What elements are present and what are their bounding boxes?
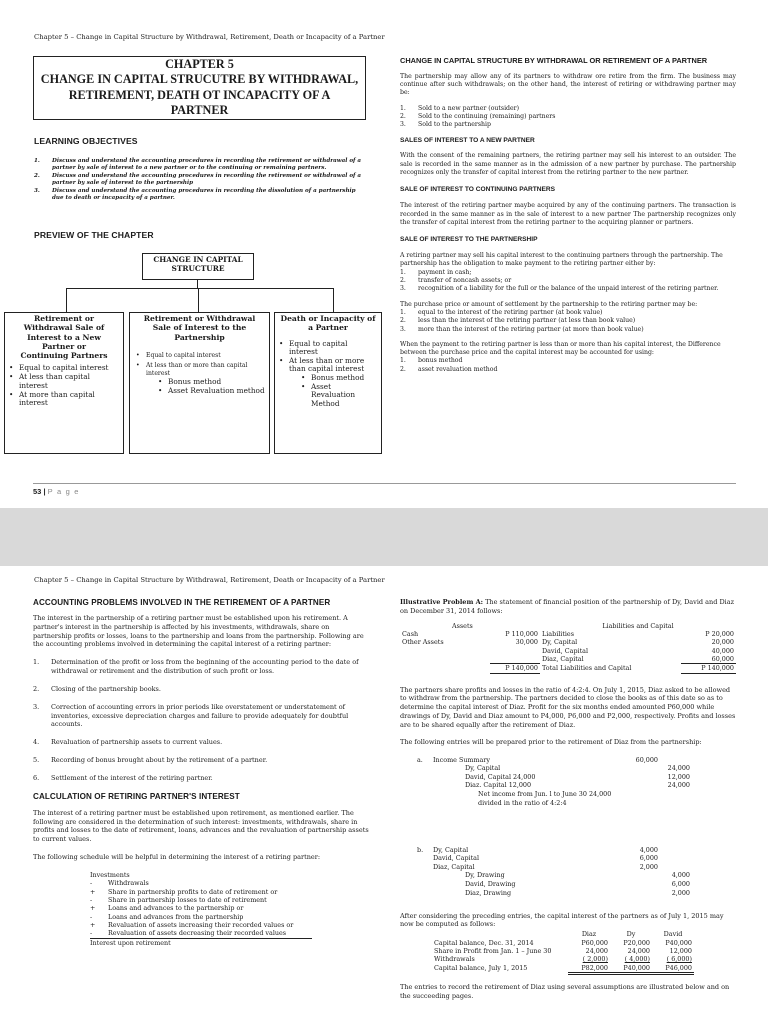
- left-column: [33, 598, 369, 947]
- list-item: 2. Sold to the continuing (remaining) partners: [400, 112, 556, 120]
- paragraph: The partnership may allow any of its partners to withdraw ore retire from the firm. The business may continue after such withdrawals; on the other hand, the interest of retiring or withdrawing partner may be:: [400, 72, 736, 97]
- chapter-title-line: CHAPTER 5: [165, 57, 234, 71]
- diagram-sublist: [289, 374, 377, 408]
- entry-credit: 6,000: [671, 879, 690, 888]
- connector-line: [197, 280, 198, 288]
- entry-account: David, Drawing: [465, 879, 516, 888]
- financial-position-table: [400, 622, 736, 674]
- list-item: 2. Closing of the partnership books.: [33, 684, 161, 693]
- list-item: 1. Discuss and understand the accounting procedures in recording the retirement or withdrawal of a partner by sale of interest to a new partner or to the continuing or remaining partners.: [34, 158, 362, 172]
- entry-credit: 24,000: [667, 764, 690, 773]
- entry-account: Dy, Capital: [433, 845, 469, 854]
- section-heading: CHANGE IN CAPITAL STRUCTURE BY WITHDRAWAL OR RETIREMENT OF A PARTNER: [400, 56, 708, 65]
- table-row: Other Assets 30,000 Dy, Capital 20,000: [402, 638, 734, 647]
- price-options-list: [400, 309, 736, 334]
- schedule-row: + Revaluation of assets increasing their recorded values or: [90, 920, 294, 929]
- difference-methods-list: [400, 357, 736, 374]
- table-row: Diaz Dy David: [581, 930, 683, 939]
- diagram-box-title: Retirement or Withdrawal Sale of Interest to the Partnership: [143, 314, 256, 342]
- page-54: [0, 566, 768, 1024]
- entry-account: David, Capital 24,000: [465, 772, 536, 781]
- table-row: Assets Liabilities and Capital: [452, 621, 674, 630]
- list-item: 5. Recording of bonus brought about by the retirement of a partner.: [33, 756, 268, 765]
- table-row: Diaz, Capital 60,000: [542, 654, 734, 664]
- list-item: • Asset Revaluation method: [158, 387, 265, 395]
- list-item: 3. more than the interest of the retiring partner (at more than book value): [400, 325, 644, 333]
- section-heading: SALE OF INTEREST TO CONTINUING PARTNERS: [400, 186, 556, 194]
- list-item: 2. transfer of noncash assets; or: [400, 277, 512, 285]
- payment-methods-list: [400, 269, 736, 294]
- diagram-sublist: [146, 378, 265, 395]
- entry-credit: 2,000: [671, 888, 690, 897]
- table-row: Capital balance, July 1, 2015 P82,000 P40,000 P46,000: [434, 963, 692, 973]
- entry-account: Dy, Drawing: [465, 871, 505, 880]
- table-row: P 140,000 Total Liabilities and Capital P 140,000: [400, 664, 736, 673]
- page-53: [0, 0, 768, 508]
- list-item: 1. bonus method: [400, 357, 463, 365]
- entry-debit: 6,000: [639, 854, 658, 863]
- schedule-row: - Revaluation of assets decreasing their recorded values: [90, 929, 312, 938]
- table-row: Withdrawals ( 2,000) ( 4,000) ( 6,000): [434, 955, 692, 964]
- list-item: • At less than or more than capital interest • Bonus method • Asset Revaluation method: [136, 362, 265, 395]
- schedule-row: - Withdrawals: [90, 879, 149, 888]
- paragraph: With the consent of the remaining partners, the retiring partner may sell his interest to an outsider. The sale is recorded in the same manner as in the admission of a new partner by purchase. The partnership recognizes only the transfer of capital interest from the retiring partner to the new partner.: [400, 152, 736, 176]
- list-item: 6. Settlement of the interest of the retiring partner.: [33, 773, 213, 782]
- journal-entry-b: [400, 846, 736, 902]
- paragraph: The interest of a retiring partner must be established upon retirement, as mentioned earlier. The following are considered in the determination of such interest: investments, withdrawals, share in profits and losses to the date of retirement, loans, advances and the revaluation of partnership assets to current values.: [33, 808, 369, 844]
- list-item: 1. equal to the interest of the retiring partner (at book value): [400, 308, 603, 316]
- entry-account: Diaz. Capital 12,000: [465, 781, 532, 790]
- list-item: 3. Discuss and understand the accounting procedures in recording the dissolution of a partnership due to death or incapacity of a partner.: [34, 187, 356, 201]
- paragraph: After considering the preceding entries, the capital interest of the partners as of July 1, 2015 may now be computed as follows:: [400, 911, 724, 929]
- diagram-box-list: [279, 340, 377, 409]
- list-item: 1. Determination of the profit or loss from the beginning of the accounting period to the date of withdrawal or retirement and the distribution of such profit or loss.: [33, 658, 359, 676]
- list-item: • Asset Revaluation Method: [301, 383, 377, 409]
- list-item: 3. Sold to the partnership: [400, 121, 491, 129]
- list-item: • At less than capital interest: [9, 373, 119, 391]
- list-item: 1. payment in cash;: [400, 268, 472, 276]
- diagram-box-sale-to-partnership: [129, 312, 270, 454]
- section-heading: CALCULATION OF RETIRING PARTNER'S INTEREST: [33, 791, 240, 801]
- entry-letter: a.: [417, 755, 423, 764]
- interest-options-list: [400, 105, 736, 130]
- list-item: • Equal to capital interest: [136, 352, 265, 360]
- paragraph: The purchase price or amount of settlement by the partnership to the retiring partner may be:: [400, 300, 698, 308]
- paragraph: Illustrative Problem A: The statement of financial position of the partnership of Dy, David and Diaz on December 31, 2014 follows:: [400, 598, 735, 615]
- running-header: Chapter 5 – Change in Capital Structure by Withdrawal, Retirement, Death or Incapacity of a Partner: [34, 576, 385, 584]
- connector-line: [333, 288, 334, 312]
- entry-credit: 4,000: [671, 871, 690, 880]
- schedule-row: Investments: [90, 870, 130, 879]
- table-row: David, Capital 40,000: [542, 646, 734, 655]
- connector-line: [66, 288, 334, 289]
- list-item: • Bonus method: [301, 374, 377, 383]
- interest-schedule: [90, 871, 312, 947]
- list-item: 1. Sold to a new partner (outsider): [400, 104, 520, 112]
- connector-line: [66, 288, 67, 312]
- page-number: 53 | P a g e: [33, 487, 80, 496]
- journal-entry-a: [400, 756, 736, 838]
- list-item: • At more than capital interest: [9, 391, 119, 409]
- running-header: Chapter 5 – Change in Capital Structure by Withdrawal, Retirement, Death or Incapacity of a Partner: [34, 33, 385, 41]
- schedule-row: - Share in partnership losses to date of retirement: [90, 895, 267, 904]
- list-item: • Equal to capital interest: [9, 364, 119, 373]
- diagram-box-sale-to-partners: [4, 312, 124, 454]
- list-item: • Bonus method: [158, 378, 265, 386]
- entry-account: Diaz, Drawing: [465, 888, 512, 897]
- entry-account: David, Capital: [433, 854, 479, 863]
- diagram-box-list: [9, 364, 119, 408]
- table-row: Cash P 110,000 Liabilities P 20,000: [402, 629, 734, 638]
- chapter-title-line: PARTNER: [170, 103, 229, 118]
- entry-account: Dy, Capital: [465, 764, 501, 773]
- entry-debit: 2,000: [639, 862, 658, 871]
- diagram-box-title: Retirement or Withdrawal Sale of Interest to a New Partner or Continuing Partners: [20, 314, 108, 360]
- entry-credit: 12,000: [667, 772, 690, 781]
- learning-objectives-heading: LEARNING OBJECTIVES: [34, 136, 138, 146]
- connector-line: [198, 288, 199, 312]
- paragraph: The entries to record the retirement of Diaz using several assumptions are illustrated below and on the succeeding pages.: [400, 982, 730, 1000]
- table-row: Capital balance, Dec. 31, 2014 P60,000 P20,000 P40,000: [434, 938, 692, 947]
- paragraph: The interest in the partnership of a retiring partner must be established upon his retirement. A partner's interest in the partnership is affected by his investments, withdrawals, share on partnership profits or losses, loans to the partnership and loans from the partnership. Following are the accounting problems involved in determining the capital interest of a retiring partner:: [33, 614, 364, 649]
- diagram-root-label: CHANGE IN CAPITAL STRUCTURE: [153, 255, 243, 274]
- entry-credit: 24,000: [667, 781, 690, 790]
- preview-heading: PREVIEW OF THE CHAPTER: [34, 230, 154, 240]
- diagram-box-list: [134, 352, 265, 395]
- list-item: • At less than or more than capital interest • Bonus method • Asset Revaluation Method: [279, 357, 377, 409]
- table-row: Share in Profit from Jan. 1 – June 30 24,000 24,000 12,000: [434, 946, 692, 955]
- section-heading: SALES OF INTEREST TO A NEW PARTNER: [400, 137, 535, 145]
- diagram-box-death-incapacity: [274, 312, 382, 454]
- right-column: [400, 598, 736, 1001]
- paragraph: The following schedule will be helpful in determining the interest of a retiring partner:: [33, 853, 321, 862]
- diagram-box-title: Death or Incapacity of a Partner: [280, 314, 376, 333]
- paragraph: The following entries will be prepared prior to the retirement of Diaz from the partnership:: [400, 737, 702, 746]
- list-item: 4. Revaluation of partnership assets to current values.: [33, 738, 223, 747]
- schedule-row: + Loans and advances to the partnership or: [90, 904, 244, 913]
- list-item: 3. recognition of a liability for the full or the balance of the unpaid interest of the retiring partner.: [400, 285, 719, 293]
- paragraph: When the payment to the retiring partner is less than or more than his capital interest, the Difference between the purchase price and the capital interest may be accounted for using:: [400, 340, 721, 357]
- paragraph: The partners share profits and losses in the ratio of 4:2:4. On July 1, 2015, Diaz asked to be allowed to withdraw from the partnership. The partners decided to close the books as of this date so as to determine the capital interest of Diaz. Profit for the six months ended amounted P60,000 while drawings of Dy, David and Diaz amount to P4,000, P6,000 and P2,000, respectively. Profits and losses are to be shared equally after the retirement of Diaz.: [400, 685, 736, 729]
- accounting-problems-list: [33, 658, 369, 782]
- list-item: 3. Correction of accounting errors in prior periods like overstatement or understatement of inventories, excessive depreciation charges and failure to provide adequately for doubtful accounts.: [33, 702, 349, 729]
- list-item: 2. asset revaluation method: [400, 365, 498, 373]
- list-item: • Equal to capital interest: [279, 340, 377, 357]
- entry-account: Net income from Jun. l to June 30 24,000: [478, 789, 612, 798]
- entry-account: divided in the ratio of 4:2:4: [478, 798, 567, 807]
- schedule-row: + Share in partnership profits to date of retirement or: [90, 887, 278, 896]
- entry-debit: 4,000: [639, 845, 658, 854]
- objectives-list: [34, 158, 367, 202]
- chapter-title-box: [33, 56, 366, 120]
- paragraph: The interest of the retiring partner maybe acquired by any of the continuing partners. The transaction is recorded in the same manner as in the sale of interest to a new partner The partnership recognizes only the transfer of capital interest from the retiring partner to the acquiring planner or partners.: [400, 202, 736, 226]
- footer-divider: [33, 483, 736, 484]
- entry-account: Diaz, Capital: [433, 862, 475, 871]
- list-item: 2. Discuss and understand the accounting procedures in recording the retirement or withdrawal of a partner by sale of interest to the partnership: [34, 172, 362, 187]
- entry-debit: 60,000: [635, 755, 658, 764]
- entry-letter: b.: [417, 845, 424, 854]
- schedule-row: - Loans and advances from the partnership: [90, 912, 244, 921]
- chapter-title-line: CHANGE IN CAPITAL STRUCUTRE BY WITHDRAWAL,: [40, 72, 359, 87]
- section-heading: SALE OF INTEREST TO THE PARTNERSHIP: [400, 236, 538, 244]
- entry-account: Income Summary: [433, 755, 491, 764]
- paragraph: A retiring partner may sell his capital interest to the continuing partners through the partnership. The partnership has the obligation to make payment to the retiring partner either by:: [400, 252, 723, 268]
- section-heading: ACCOUNTING PROBLEMS INVOLVED IN THE RETIREMENT OF A PARTNER: [33, 598, 331, 607]
- list-item: 2. less than the interest of the retiring partner (at less than book value): [400, 317, 636, 325]
- schedule-total: Interest upon retirement: [90, 938, 171, 947]
- chapter-title-line: RETIREMENT, DEATH OT INCAPACITY OF A: [68, 87, 331, 102]
- capital-computation-table: [432, 930, 694, 975]
- diagram-root-box: [142, 253, 254, 280]
- right-column: [400, 56, 736, 374]
